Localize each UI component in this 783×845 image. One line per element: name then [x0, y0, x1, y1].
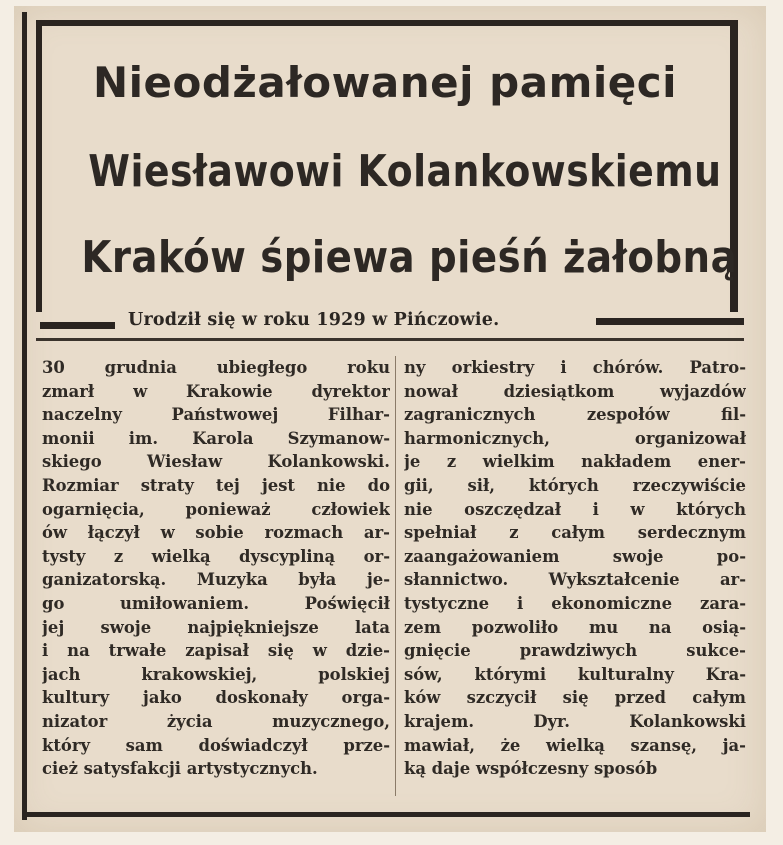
article-line: monii im. Karola Szymanow- [42, 428, 390, 448]
article-line: gnięcie prawdziwych sukce- [404, 641, 746, 661]
article-line: zagranicznych zespołów fil- [404, 405, 746, 425]
article-line: tystyczne i ekonomiczne zara- [404, 593, 746, 613]
article-line: zem pozwoliło mu na osią- [404, 617, 746, 637]
subheading: Urodził się w roku 1929 w Pińczowie. [128, 310, 500, 330]
article-right-column [404, 356, 746, 781]
subheading-bar-right [596, 318, 744, 325]
article-line: tysty z wielką dyscypliną or- [42, 546, 390, 566]
subheading-bar-left [40, 322, 115, 329]
article-line: który sam doświadczył prze- [42, 735, 390, 755]
article-line: ganizatorską. Muzyka była je- [42, 570, 390, 590]
bottom-border-rule [22, 812, 750, 817]
article-line: ny orkiestry i chórów. Patro- [404, 358, 746, 377]
headline-line-2: Wiesławowi Kolankowskiemu [88, 146, 722, 197]
article-line: go umiłowaniem. Poświęcił [42, 593, 390, 613]
article-line: sów, którymi kulturalny Kra- [404, 664, 746, 684]
headline-line-1: Nieodżałowanej pamięci [92, 58, 678, 107]
article-line: harmonicznych, organizował [404, 428, 746, 448]
article-line: zmarł w Krakowie dyrektor [42, 381, 390, 401]
headline-line-3: Kraków śpiewa pieśń żałobną [81, 232, 738, 283]
column-divider [395, 356, 396, 796]
article-line: spełniał z całym serdecznym [404, 523, 746, 543]
article-top-rule [36, 338, 744, 341]
article-line: nował dziesiątkom wyjazdów [404, 381, 746, 401]
article-line: gii, sił, których rzeczywiście [404, 475, 746, 495]
article-line: je z wielkim nakładem ener- [404, 452, 746, 472]
article-line: nizator życia muzycznego, [42, 711, 390, 731]
article-line: i na trwałe zapisał się w dzie- [42, 641, 390, 661]
article-line: skiego Wiesław Kolankowski. [42, 452, 390, 472]
article-line: kultury jako doskonały orga- [42, 688, 390, 708]
article-line: krajem. Dyr. Kolankowski [404, 711, 746, 731]
article-line: ką daje współczesny sposób [404, 759, 658, 779]
article-line: jej swoje najpiękniejsze lata [42, 617, 390, 637]
article-line: jach krakowskiej, polskiej [42, 664, 390, 684]
article-line: słannictwo. Wykształcenie ar- [404, 570, 746, 590]
article-line: ów łączył w sobie rozmach ar- [42, 523, 390, 543]
article-line: ków szczycił się przed całym [404, 688, 746, 708]
article-line: Rozmiar straty tej jest nie do [42, 475, 390, 495]
article-line: 30 grudnia ubiegłego roku [42, 358, 390, 377]
article-line: cież satysfakcji artystycznych. [42, 759, 318, 779]
article-line: mawiał, że wielką szansę, ja- [404, 735, 746, 755]
left-border-rule [22, 12, 27, 820]
article-line: naczelny Państwowej Filhar- [42, 405, 390, 425]
article-left-column [42, 356, 390, 781]
article-line: nie oszczędzał i w których [404, 499, 746, 519]
article-line: zaangażowaniem swoje po- [404, 546, 746, 566]
article-line: ogarnięcia, ponieważ człowiek [42, 499, 390, 519]
